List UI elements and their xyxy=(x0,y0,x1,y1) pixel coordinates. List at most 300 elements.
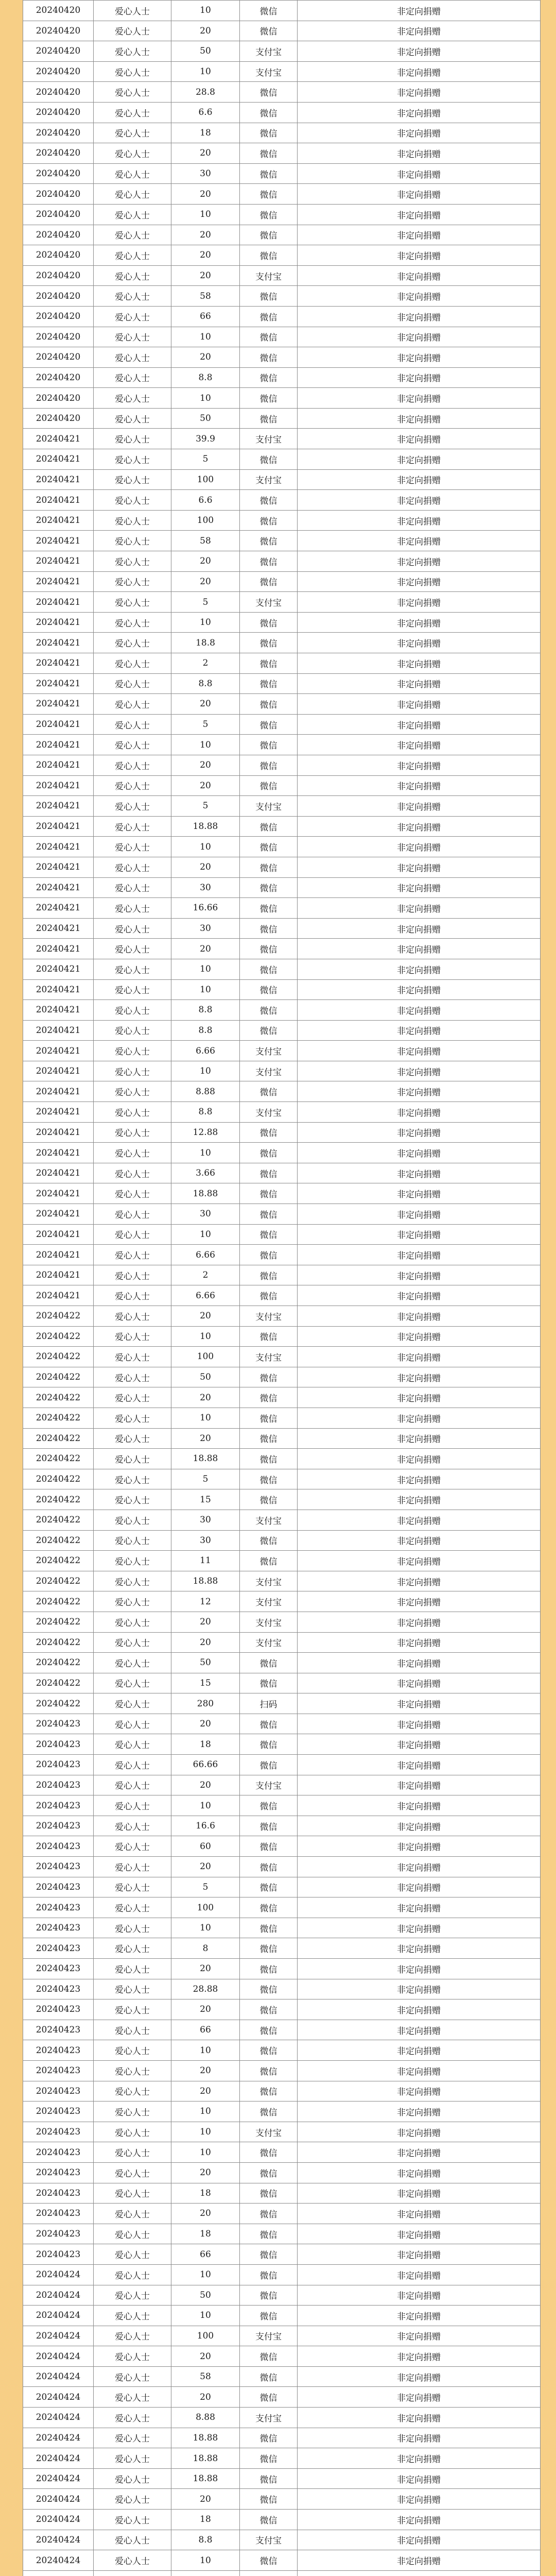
type-cell: 非定向捐赠 xyxy=(298,41,541,62)
amount-cell: 50 xyxy=(171,1653,240,1673)
amount-cell: 10 xyxy=(171,2264,240,2285)
amount-cell: 5 xyxy=(171,1877,240,1897)
donor-cell: 爱心人士 xyxy=(94,1551,171,1571)
amount-cell: 15 xyxy=(171,1673,240,1693)
table-row xyxy=(23,1510,541,1530)
channel-cell: 微信 xyxy=(240,1979,298,1999)
amount-cell: 8.8 xyxy=(171,673,240,694)
table-row xyxy=(23,1897,541,1918)
table-row xyxy=(23,1612,541,1632)
channel-cell: 微信 xyxy=(240,939,298,959)
date-cell: 20240421 xyxy=(23,837,94,857)
donor-cell: 爱心人士 xyxy=(94,2530,171,2550)
table-row xyxy=(23,939,541,959)
channel-cell: 微信 xyxy=(240,1469,298,1489)
channel-cell: 支付宝 xyxy=(240,429,298,449)
type-cell: 非定向捐赠 xyxy=(298,429,541,449)
channel-cell: 微信 xyxy=(240,2183,298,2204)
type-cell: 非定向捐赠 xyxy=(298,245,541,266)
type-cell: 非定向捐赠 xyxy=(298,531,541,551)
donor-cell: 爱心人士 xyxy=(94,2224,171,2244)
amount-cell: 10 xyxy=(171,1,240,21)
table-row xyxy=(23,1632,541,1653)
amount-cell: 10 xyxy=(171,2142,240,2163)
channel-cell: 微信 xyxy=(240,1326,298,1347)
channel-cell: 微信 xyxy=(240,633,298,653)
table-row xyxy=(23,1347,541,1367)
channel-cell: 微信 xyxy=(240,2306,298,2326)
donor-cell: 爱心人士 xyxy=(94,1489,171,1510)
date-cell: 20240420 xyxy=(23,143,94,164)
channel-cell: 微信 xyxy=(240,490,298,511)
type-cell: 非定向捐赠 xyxy=(298,2204,541,2224)
date-cell: 20240420 xyxy=(23,245,94,266)
channel-cell: 微信 xyxy=(240,21,298,41)
table-row xyxy=(23,1143,541,1163)
donor-cell: 爱心人士 xyxy=(94,612,171,633)
donor-cell: 爱心人士 xyxy=(94,2264,171,2285)
date-cell: 20240421 xyxy=(23,1081,94,1102)
channel-cell: 支付宝 xyxy=(240,1591,298,1612)
table-row xyxy=(23,2387,541,2408)
table-row xyxy=(23,1591,541,1612)
amount-cell: 12.88 xyxy=(171,1122,240,1143)
table-row xyxy=(23,837,541,857)
donor-cell: 爱心人士 xyxy=(94,1306,171,1327)
type-cell: 非定向捐赠 xyxy=(298,1632,541,1653)
donor-cell: 爱心人士 xyxy=(94,265,171,286)
amount-cell: 10 xyxy=(171,1918,240,1938)
type-cell: 非定向捐赠 xyxy=(298,816,541,837)
date-cell: 20240421 xyxy=(23,531,94,551)
type-cell: 非定向捐赠 xyxy=(298,877,541,898)
type-cell: 非定向捐赠 xyxy=(298,1387,541,1408)
amount-cell: 30 xyxy=(171,1510,240,1530)
type-cell: 非定向捐赠 xyxy=(298,1551,541,1571)
channel-cell: 微信 xyxy=(240,184,298,205)
type-cell: 非定向捐赠 xyxy=(298,1897,541,1918)
donor-cell: 爱心人士 xyxy=(94,2102,171,2122)
donor-cell: 爱心人士 xyxy=(94,551,171,572)
table-row xyxy=(23,1265,541,1285)
table-row xyxy=(23,633,541,653)
date-cell: 20240422 xyxy=(23,1489,94,1510)
table-row xyxy=(23,1979,541,1999)
table-row xyxy=(23,1877,541,1897)
channel-cell: 微信 xyxy=(240,2387,298,2408)
donor-cell: 爱心人士 xyxy=(94,2489,171,2510)
date-cell: 20240423 xyxy=(23,2040,94,2061)
channel-cell: 微信 xyxy=(240,1489,298,1510)
donor-cell: 爱心人士 xyxy=(94,2428,171,2448)
channel-cell: 微信 xyxy=(240,2366,298,2387)
table-row xyxy=(23,694,541,715)
donor-cell: 爱心人士 xyxy=(94,633,171,653)
channel-cell: 微信 xyxy=(240,1449,298,1469)
type-cell: 非定向捐赠 xyxy=(298,1449,541,1469)
channel-cell: 微信 xyxy=(240,959,298,979)
channel-cell: 微信 xyxy=(240,571,298,592)
table-row xyxy=(23,1816,541,1836)
donor-cell: 爱心人士 xyxy=(94,1653,171,1673)
date-cell: 20240421 xyxy=(23,816,94,837)
date-cell: 20240421 xyxy=(23,939,94,959)
date-cell: 20240424 xyxy=(23,2306,94,2326)
type-cell: 非定向捐赠 xyxy=(298,1122,541,1143)
channel-cell: 微信 xyxy=(240,1081,298,1102)
table-row xyxy=(23,265,541,286)
donor-cell: 爱心人士 xyxy=(94,1755,171,1775)
date-cell: 20240424 xyxy=(23,2387,94,2408)
donor-cell: 爱心人士 xyxy=(94,1122,171,1143)
type-cell: 非定向捐赠 xyxy=(298,1306,541,1327)
channel-cell: 支付宝 xyxy=(240,265,298,286)
amount-cell: 66 xyxy=(171,306,240,327)
amount-cell: 58 xyxy=(171,286,240,307)
amount-cell: 10 xyxy=(171,327,240,347)
donor-cell: 爱心人士 xyxy=(94,123,171,143)
channel-cell: 微信 xyxy=(240,1918,298,1938)
type-cell: 非定向捐赠 xyxy=(298,2040,541,2061)
type-cell: 非定向捐赠 xyxy=(298,673,541,694)
table-row xyxy=(23,673,541,694)
amount-cell: 20 xyxy=(171,2387,240,2408)
donor-cell: 爱心人士 xyxy=(94,1000,171,1021)
amount-cell: 20 xyxy=(171,694,240,715)
table-row xyxy=(23,1306,541,1327)
date-cell: 20240421 xyxy=(23,1204,94,1225)
type-cell: 非定向捐赠 xyxy=(298,1020,541,1041)
table-row xyxy=(23,1122,541,1143)
table-row xyxy=(23,551,541,572)
table-row xyxy=(23,1449,541,1469)
date-cell: 20240420 xyxy=(23,163,94,184)
date-cell: 20240424 xyxy=(23,2326,94,2346)
date-cell: 20240420 xyxy=(23,367,94,388)
amount-cell: 20 xyxy=(171,1857,240,1877)
date-cell: 20240420 xyxy=(23,61,94,82)
amount-cell: 10 xyxy=(171,2040,240,2061)
amount-cell: 10 xyxy=(171,735,240,755)
table-row xyxy=(23,2468,541,2489)
donor-cell: 爱心人士 xyxy=(94,2040,171,2061)
channel-cell: 微信 xyxy=(240,1734,298,1755)
amount-cell: 20 xyxy=(171,2060,240,2081)
channel-cell: 微信 xyxy=(240,775,298,796)
donor-cell: 爱心人士 xyxy=(94,490,171,511)
donor-cell: 爱心人士 xyxy=(94,898,171,919)
type-cell: 非定向捐赠 xyxy=(298,265,541,286)
channel-cell: 微信 xyxy=(240,877,298,898)
date-cell: 20240421 xyxy=(23,1265,94,1285)
date-cell: 20240421 xyxy=(23,551,94,572)
channel-cell: 支付宝 xyxy=(240,2530,298,2550)
table-row xyxy=(23,123,541,143)
amount-cell: 20 xyxy=(171,939,240,959)
amount-cell: 20 xyxy=(171,184,240,205)
table-row xyxy=(23,245,541,266)
amount-cell: 10 xyxy=(171,1326,240,1347)
channel-cell: 微信 xyxy=(240,1897,298,1918)
donor-cell: 爱心人士 xyxy=(94,1673,171,1693)
date-cell: 20240424 xyxy=(23,2468,94,2489)
table-row xyxy=(23,612,541,633)
amount-cell: 18.88 xyxy=(171,816,240,837)
donor-cell: 爱心人士 xyxy=(94,1102,171,1123)
table-row xyxy=(23,735,541,755)
type-cell: 非定向捐赠 xyxy=(298,959,541,979)
donor-cell: 爱心人士 xyxy=(94,2081,171,2102)
type-cell: 非定向捐赠 xyxy=(298,1183,541,1204)
date-cell: 20240424 xyxy=(23,2408,94,2428)
amount-cell: 2 xyxy=(171,653,240,674)
table-row xyxy=(23,1938,541,1959)
table-row xyxy=(23,857,541,877)
amount-cell: 66 xyxy=(171,2244,240,2265)
date-cell: 20240422 xyxy=(23,1551,94,1571)
channel-cell: 支付宝 xyxy=(240,2408,298,2428)
date-cell: 20240423 xyxy=(23,1795,94,1816)
amount-cell: 30 xyxy=(171,918,240,939)
type-cell: 非定向捐赠 xyxy=(298,796,541,817)
table-row xyxy=(23,1714,541,1734)
donor-cell: 爱心人士 xyxy=(94,1041,171,1061)
table-row xyxy=(23,347,541,368)
amount-cell: 66 xyxy=(171,2020,240,2040)
donor-cell: 爱心人士 xyxy=(94,286,171,307)
date-cell: 20240423 xyxy=(23,1816,94,1836)
channel-cell: 支付宝 xyxy=(240,41,298,62)
channel-cell: 微信 xyxy=(240,1428,298,1449)
type-cell: 非定向捐赠 xyxy=(298,2428,541,2448)
date-cell: 20240420 xyxy=(23,388,94,409)
channel-cell: 微信 xyxy=(240,2020,298,2040)
channel-cell: 微信 xyxy=(240,1530,298,1551)
amount-cell: 10 xyxy=(171,612,240,633)
amount-cell: 20 xyxy=(171,2346,240,2367)
channel-cell: 支付宝 xyxy=(240,1061,298,1081)
date-cell: 20240423 xyxy=(23,2142,94,2163)
table-row xyxy=(23,1795,541,1816)
table-row xyxy=(23,184,541,205)
table-row xyxy=(23,1857,541,1877)
donor-cell: 爱心人士 xyxy=(94,2142,171,2163)
date-cell: 20240422 xyxy=(23,1510,94,1530)
date-cell: 20240422 xyxy=(23,1673,94,1693)
type-cell: 非定向捐赠 xyxy=(298,714,541,735)
donor-cell: 爱心人士 xyxy=(94,1714,171,1734)
type-cell: 非定向捐赠 xyxy=(298,1265,541,1285)
type-cell xyxy=(298,2570,541,2576)
channel-cell: 微信 xyxy=(240,1183,298,1204)
channel-cell: 微信 xyxy=(240,163,298,184)
channel-cell: 微信 xyxy=(240,143,298,164)
table-row xyxy=(23,1285,541,1306)
channel-cell: 微信 xyxy=(240,1877,298,1897)
date-cell: 20240421 xyxy=(23,1020,94,1041)
type-cell: 非定向捐赠 xyxy=(298,510,541,531)
table-row xyxy=(23,2530,541,2550)
donor-cell: 爱心人士 xyxy=(94,2060,171,2081)
donor-cell: 爱心人士 xyxy=(94,735,171,755)
amount-cell: 30 xyxy=(171,1204,240,1225)
date-cell: 20240423 xyxy=(23,2081,94,2102)
date-cell: 20240421 xyxy=(23,1183,94,1204)
channel-cell: 支付宝 xyxy=(240,1102,298,1123)
amount-cell: 18 xyxy=(171,123,240,143)
table-row xyxy=(23,1408,541,1428)
table-row xyxy=(23,449,541,470)
channel-cell: 微信 xyxy=(240,245,298,266)
donor-cell: 爱心人士 xyxy=(94,1897,171,1918)
table-row xyxy=(23,2224,541,2244)
type-cell: 非定向捐赠 xyxy=(298,2244,541,2265)
amount-cell: 20 xyxy=(171,571,240,592)
amount-cell: 20 xyxy=(171,21,240,41)
donor-cell: 爱心人士 xyxy=(94,2408,171,2428)
channel-cell: 微信 xyxy=(240,388,298,409)
channel-cell: 微信 xyxy=(240,347,298,368)
table-row xyxy=(23,429,541,449)
amount-cell: 18.88 xyxy=(171,1449,240,1469)
date-cell: 20240423 xyxy=(23,1979,94,1999)
donor-cell: 爱心人士 xyxy=(94,1979,171,1999)
table-row xyxy=(23,367,541,388)
amount-cell: 12 xyxy=(171,1591,240,1612)
amount-cell: 20 xyxy=(171,2489,240,2510)
date-cell: 20240421 xyxy=(23,1143,94,1163)
type-cell: 非定向捐赠 xyxy=(298,1285,541,1306)
date-cell: 20240421 xyxy=(23,429,94,449)
channel-cell: 微信 xyxy=(240,551,298,572)
donor-cell: 爱心人士 xyxy=(94,1734,171,1755)
type-cell: 非定向捐赠 xyxy=(298,1938,541,1959)
donor-cell: 爱心人士 xyxy=(94,2510,171,2530)
amount-cell: 16.6 xyxy=(171,1816,240,1836)
date-cell: 20240422 xyxy=(23,1387,94,1408)
type-cell: 非定向捐赠 xyxy=(298,612,541,633)
date-cell: 20240423 xyxy=(23,1959,94,1979)
type-cell: 非定向捐赠 xyxy=(298,2183,541,2204)
type-cell: 非定向捐赠 xyxy=(298,1102,541,1123)
channel-cell: 微信 xyxy=(240,1836,298,1857)
type-cell: 非定向捐赠 xyxy=(298,2530,541,2550)
table-row xyxy=(23,755,541,775)
date-cell: 20240424 xyxy=(23,2366,94,2387)
table-row xyxy=(23,225,541,245)
type-cell: 非定向捐赠 xyxy=(298,571,541,592)
amount-cell: 100 xyxy=(171,1897,240,1918)
donor-cell: 爱心人士 xyxy=(94,306,171,327)
channel-cell: 微信 xyxy=(240,2264,298,2285)
table-row xyxy=(23,571,541,592)
type-cell: 非定向捐赠 xyxy=(298,1224,541,1245)
channel-cell: 微信 xyxy=(240,1224,298,1245)
channel-cell: 支付宝 xyxy=(240,1612,298,1632)
date-cell: 20240421 xyxy=(23,490,94,511)
channel-cell: 微信 xyxy=(240,286,298,307)
donor-cell: 爱心人士 xyxy=(94,2306,171,2326)
donor-cell: 爱心人士 xyxy=(94,327,171,347)
type-cell: 非定向捐赠 xyxy=(298,1795,541,1816)
date-cell: 20240420 xyxy=(23,265,94,286)
amount-cell: 20 xyxy=(171,1428,240,1449)
channel-cell: 微信 xyxy=(240,123,298,143)
date-cell: 20240421 xyxy=(23,1163,94,1183)
channel-cell: 微信 xyxy=(240,2428,298,2448)
amount-cell: 100 xyxy=(171,2326,240,2346)
donor-cell: 爱心人士 xyxy=(94,1999,171,2020)
donor-cell: 爱心人士 xyxy=(94,82,171,103)
date-cell: 20240421 xyxy=(23,1245,94,1265)
donation-sheet xyxy=(23,0,537,2576)
date-cell: 20240423 xyxy=(23,1857,94,1877)
amount-cell: 6.66 xyxy=(171,1041,240,1061)
amount-cell: 100 xyxy=(171,510,240,531)
type-cell: 非定向捐赠 xyxy=(298,694,541,715)
amount-cell: 6.66 xyxy=(171,1245,240,1265)
donor-cell: 爱心人士 xyxy=(94,2448,171,2469)
table-row xyxy=(23,143,541,164)
table-row xyxy=(23,1734,541,1755)
type-cell: 非定向捐赠 xyxy=(298,2285,541,2306)
channel-cell: 微信 xyxy=(240,857,298,877)
date-cell: 20240420 xyxy=(23,347,94,368)
date-cell: 20240421 xyxy=(23,1000,94,1021)
amount-cell: 18 xyxy=(171,2510,240,2530)
date-cell: 20240421 xyxy=(23,1285,94,1306)
table-row xyxy=(23,714,541,735)
donor-cell: 爱心人士 xyxy=(94,469,171,490)
channel-cell: 扫码 xyxy=(240,1693,298,1714)
table-row xyxy=(23,82,541,103)
type-cell: 非定向捐赠 xyxy=(298,1836,541,1857)
donor-cell: 爱心人士 xyxy=(94,1020,171,1041)
amount-cell: 20 xyxy=(171,265,240,286)
amount-cell: 10 xyxy=(171,61,240,82)
type-cell: 非定向捐赠 xyxy=(298,2224,541,2244)
donor-cell: 爱心人士 xyxy=(94,592,171,613)
channel-cell: 微信 xyxy=(240,1245,298,1265)
table-row xyxy=(23,1163,541,1183)
amount-cell: 20 xyxy=(171,245,240,266)
type-cell: 非定向捐赠 xyxy=(298,1081,541,1102)
channel-cell: 微信 xyxy=(240,2081,298,2102)
amount-cell: 50 xyxy=(171,1367,240,1387)
table-row xyxy=(23,1183,541,1204)
date-cell: 20240420 xyxy=(23,21,94,41)
amount-cell: 100 xyxy=(171,469,240,490)
channel-cell: 微信 xyxy=(240,2285,298,2306)
date-cell: 20240423 xyxy=(23,1755,94,1775)
donor-cell: 爱心人士 xyxy=(94,2204,171,2224)
amount-cell: 5 xyxy=(171,449,240,470)
type-cell: 非定向捐赠 xyxy=(298,184,541,205)
channel-cell: 微信 xyxy=(240,816,298,837)
channel-cell: 微信 xyxy=(240,327,298,347)
table-row xyxy=(23,327,541,347)
amount-cell: 28.8 xyxy=(171,82,240,103)
type-cell: 非定向捐赠 xyxy=(298,775,541,796)
date-cell: 20240423 xyxy=(23,1877,94,1897)
amount-cell: 18.88 xyxy=(171,2468,240,2489)
date-cell: 20240420 xyxy=(23,123,94,143)
donor-cell: 爱心人士 xyxy=(94,408,171,429)
table-row xyxy=(23,306,541,327)
type-cell: 非定向捐赠 xyxy=(298,1999,541,2020)
date-cell: 20240423 xyxy=(23,1918,94,1938)
amount-cell: 10 xyxy=(171,1224,240,1245)
